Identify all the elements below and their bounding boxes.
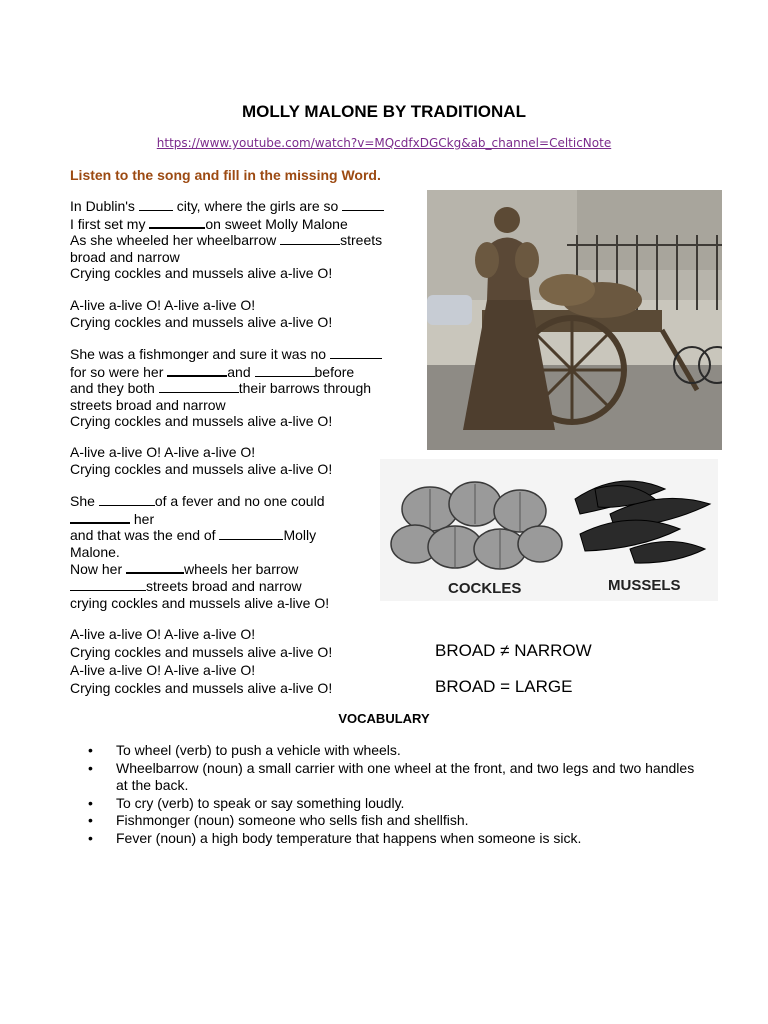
lyric-line: Malone.: [70, 543, 120, 560]
lyric-line: Now her wheels her barrow: [70, 561, 299, 578]
lyric-line: A-live a-live O! A-live a-live O!: [70, 662, 256, 678]
vocabulary-item: • To wheel (verb) to push a vehicle with wheels.: [88, 742, 401, 758]
blank: [280, 232, 340, 245]
blank: [255, 364, 315, 377]
page-title: MOLLY MALONE BY TRADITIONAL: [242, 102, 526, 121]
lyric-line: Crying cockles and mussels alive a-live O!: [70, 644, 333, 660]
verse-1: [70, 198, 415, 282]
lyric-line: She of a fever and no one could: [70, 493, 325, 509]
blank: [149, 215, 205, 229]
vocabulary-item: • Wheelbarrow (noun) a small carrier with one wheel at the front, and two legs and two handles at the back.: [88, 759, 695, 793]
lyric-line: A-live a-live O! A-live a-live O!: [70, 444, 256, 460]
broad-large-note: BROAD = LARGE: [435, 677, 573, 696]
mussels-caption: MUSSELS: [608, 577, 681, 594]
lyric-line: broad and narrow: [70, 248, 180, 265]
blank: [342, 198, 384, 211]
blank: [219, 527, 283, 540]
vocabulary-list: [88, 742, 708, 847]
lyric-line: and that was the end of Molly: [70, 527, 317, 544]
lyric-line: A-live a-live O! A-live a-live O!: [70, 297, 256, 313]
lyric-line: for so were her and before: [70, 363, 355, 380]
blank: [70, 510, 130, 524]
blank: [159, 380, 239, 393]
blank: [126, 560, 184, 574]
lyric-line: As she wheeled her wheelbarrow streets: [70, 232, 383, 249]
broad-narrow-note: BROAD ≠ NARROW: [435, 641, 592, 660]
lyric-line: Crying cockles and mussels alive a-live O!: [70, 460, 333, 477]
chorus-2: [70, 444, 415, 477]
blank: [167, 363, 227, 377]
vocabulary-item: • Fever (noun) a high body temperature that happens when someone is sick.: [88, 829, 582, 846]
lyric-line: Crying cockles and mussels alive a-live O!: [70, 265, 333, 282]
cockles-mussels-image: [380, 459, 718, 601]
vocabulary-title: VOCABULARY: [338, 711, 430, 726]
blank: [330, 346, 382, 359]
blank: [99, 493, 155, 506]
lyric-line: streets broad and narrow: [70, 578, 415, 595]
lyric-line: Crying cockles and mussels alive a-live O!: [70, 313, 333, 330]
chorus-3: [70, 625, 415, 697]
lyric-line: She was a fishmonger and sure it was no: [70, 346, 415, 363]
lyric-line: I first set my on sweet Molly Malone: [70, 215, 348, 232]
lyric-line: Crying cockles and mussels alive a-live O!: [70, 680, 333, 696]
lyric-line: and they both their barrows through: [70, 380, 372, 397]
lyric-line: streets broad and narrow: [70, 396, 226, 413]
lyric-line: her: [70, 510, 415, 528]
blank: [139, 198, 173, 211]
chorus-1: [70, 297, 415, 330]
verse-2: [70, 346, 415, 430]
blank: [70, 578, 146, 591]
youtube-link[interactable]: https://www.youtube.com/watch?v=MQcdfxDGCkg&ab_channel=CelticNote: [156, 136, 612, 150]
lyric-line: A-live a-live O! A-live a-live O!: [70, 626, 256, 642]
lyric-line: crying cockles and mussels alive a-live O!: [70, 594, 330, 611]
verse-3: [70, 493, 415, 611]
instruction: Listen to the song and fill in the missing Word.: [70, 167, 381, 183]
molly-malone-statue-photo: [427, 190, 722, 450]
lyric-line: Crying cockles and mussels alive a-live O!: [70, 413, 333, 430]
vocabulary-item: • To cry (verb) to speak or say something loudly.: [88, 794, 405, 811]
lyric-line: In Dublin's city, where the girls are so: [70, 198, 415, 215]
vocabulary-item: • Fishmonger (noun) someone who sells fish and shellfish.: [88, 812, 469, 828]
cockles-caption: COCKLES: [448, 580, 522, 597]
